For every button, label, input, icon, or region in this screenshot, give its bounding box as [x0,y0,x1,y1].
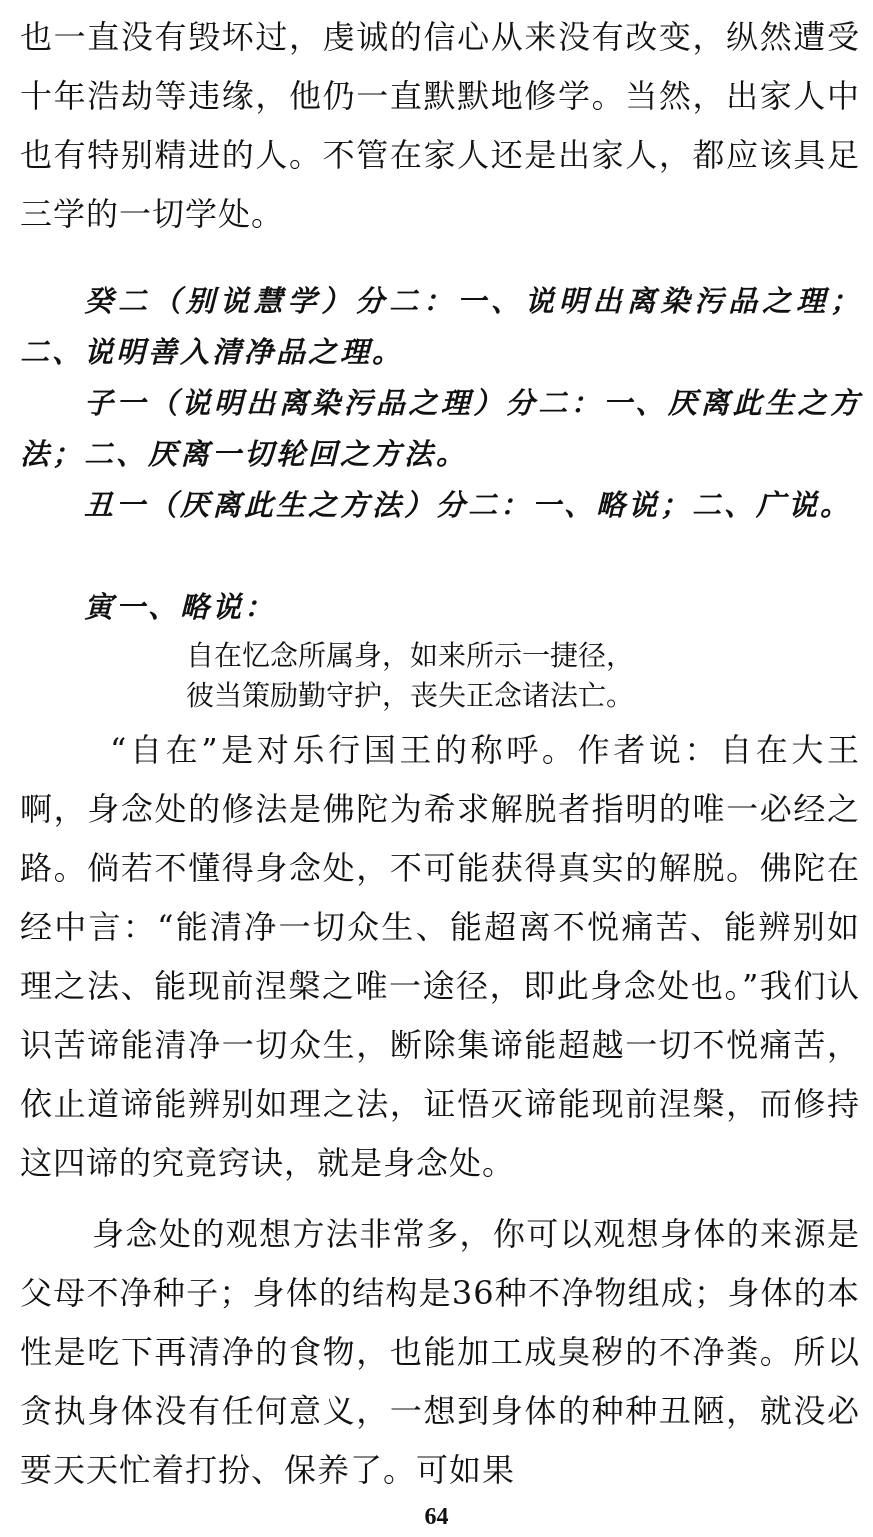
section-heading-zi-yi: 子一（说明出离染污品之理）分二：一、厌离此生之方法；二、厌离一切轮回之方法。 [20,386,862,471]
body-paragraph-commentary-1: “自在”是对乐行国王的称呼。作者说：自在大王啊，身念处的修法是佛陀为希求解脱者指明的唯一必经之路。倘若不懂得身念处，不可能获得真实的解脱。佛陀在经中言：“能清净一切众生、能超离不悦痛苦、能辨别如理之法、能现前涅槃之唯一途径，即此身念处也。”我们认识苦谛能清净一切众生，断除集谛能超越一切不悦痛苦，依止道谛能辨别如理之法，证悟灭谛能现前涅槃，而修持这四谛的究竟窍诀，就是身念处。 [20,731,860,1182]
section-heading-gui-er: 癸二（别说慧学）分二：一、说明出离染污品之理；二、说明善入清净品之理。 [20,284,862,369]
body-paragraph-commentary-2: 身念处的观想方法非常多，你可以观想身体的来源是父母不净种子；身体的结构是36种不净物组成；身体的本性是吃下再清净的食物，也能加工成臭秽的不净粪。所以贪执身体没有任何意义，一想到身体的种种丑陋，就没必要天天忙着打扮、保养了。可如果 [20,1215,860,1489]
verse-line-1: 自在忆念所属身，如来所示一捷径， [186,639,635,672]
body-paragraph-intro: 也一直没有毁坏过，虔诚的信心从来没有改变，纵然遭受十年浩劫等违缘，他仍一直默默地修学。当然，出家人中也有特别精进的人。不管在家人还是出家人，都应该具足三学的一切学处。 [20,18,860,233]
page-number: 64 [424,1504,449,1530]
section-heading-yin-yi: 寅一、略说： [84,590,277,624]
verse-line-2: 彼当策励勤守护，丧失正念诸法亡。 [186,679,635,712]
section-heading-chou-yi: 丑一（厌离此生之方法）分二：一、略说；二、广说。 [84,488,853,522]
